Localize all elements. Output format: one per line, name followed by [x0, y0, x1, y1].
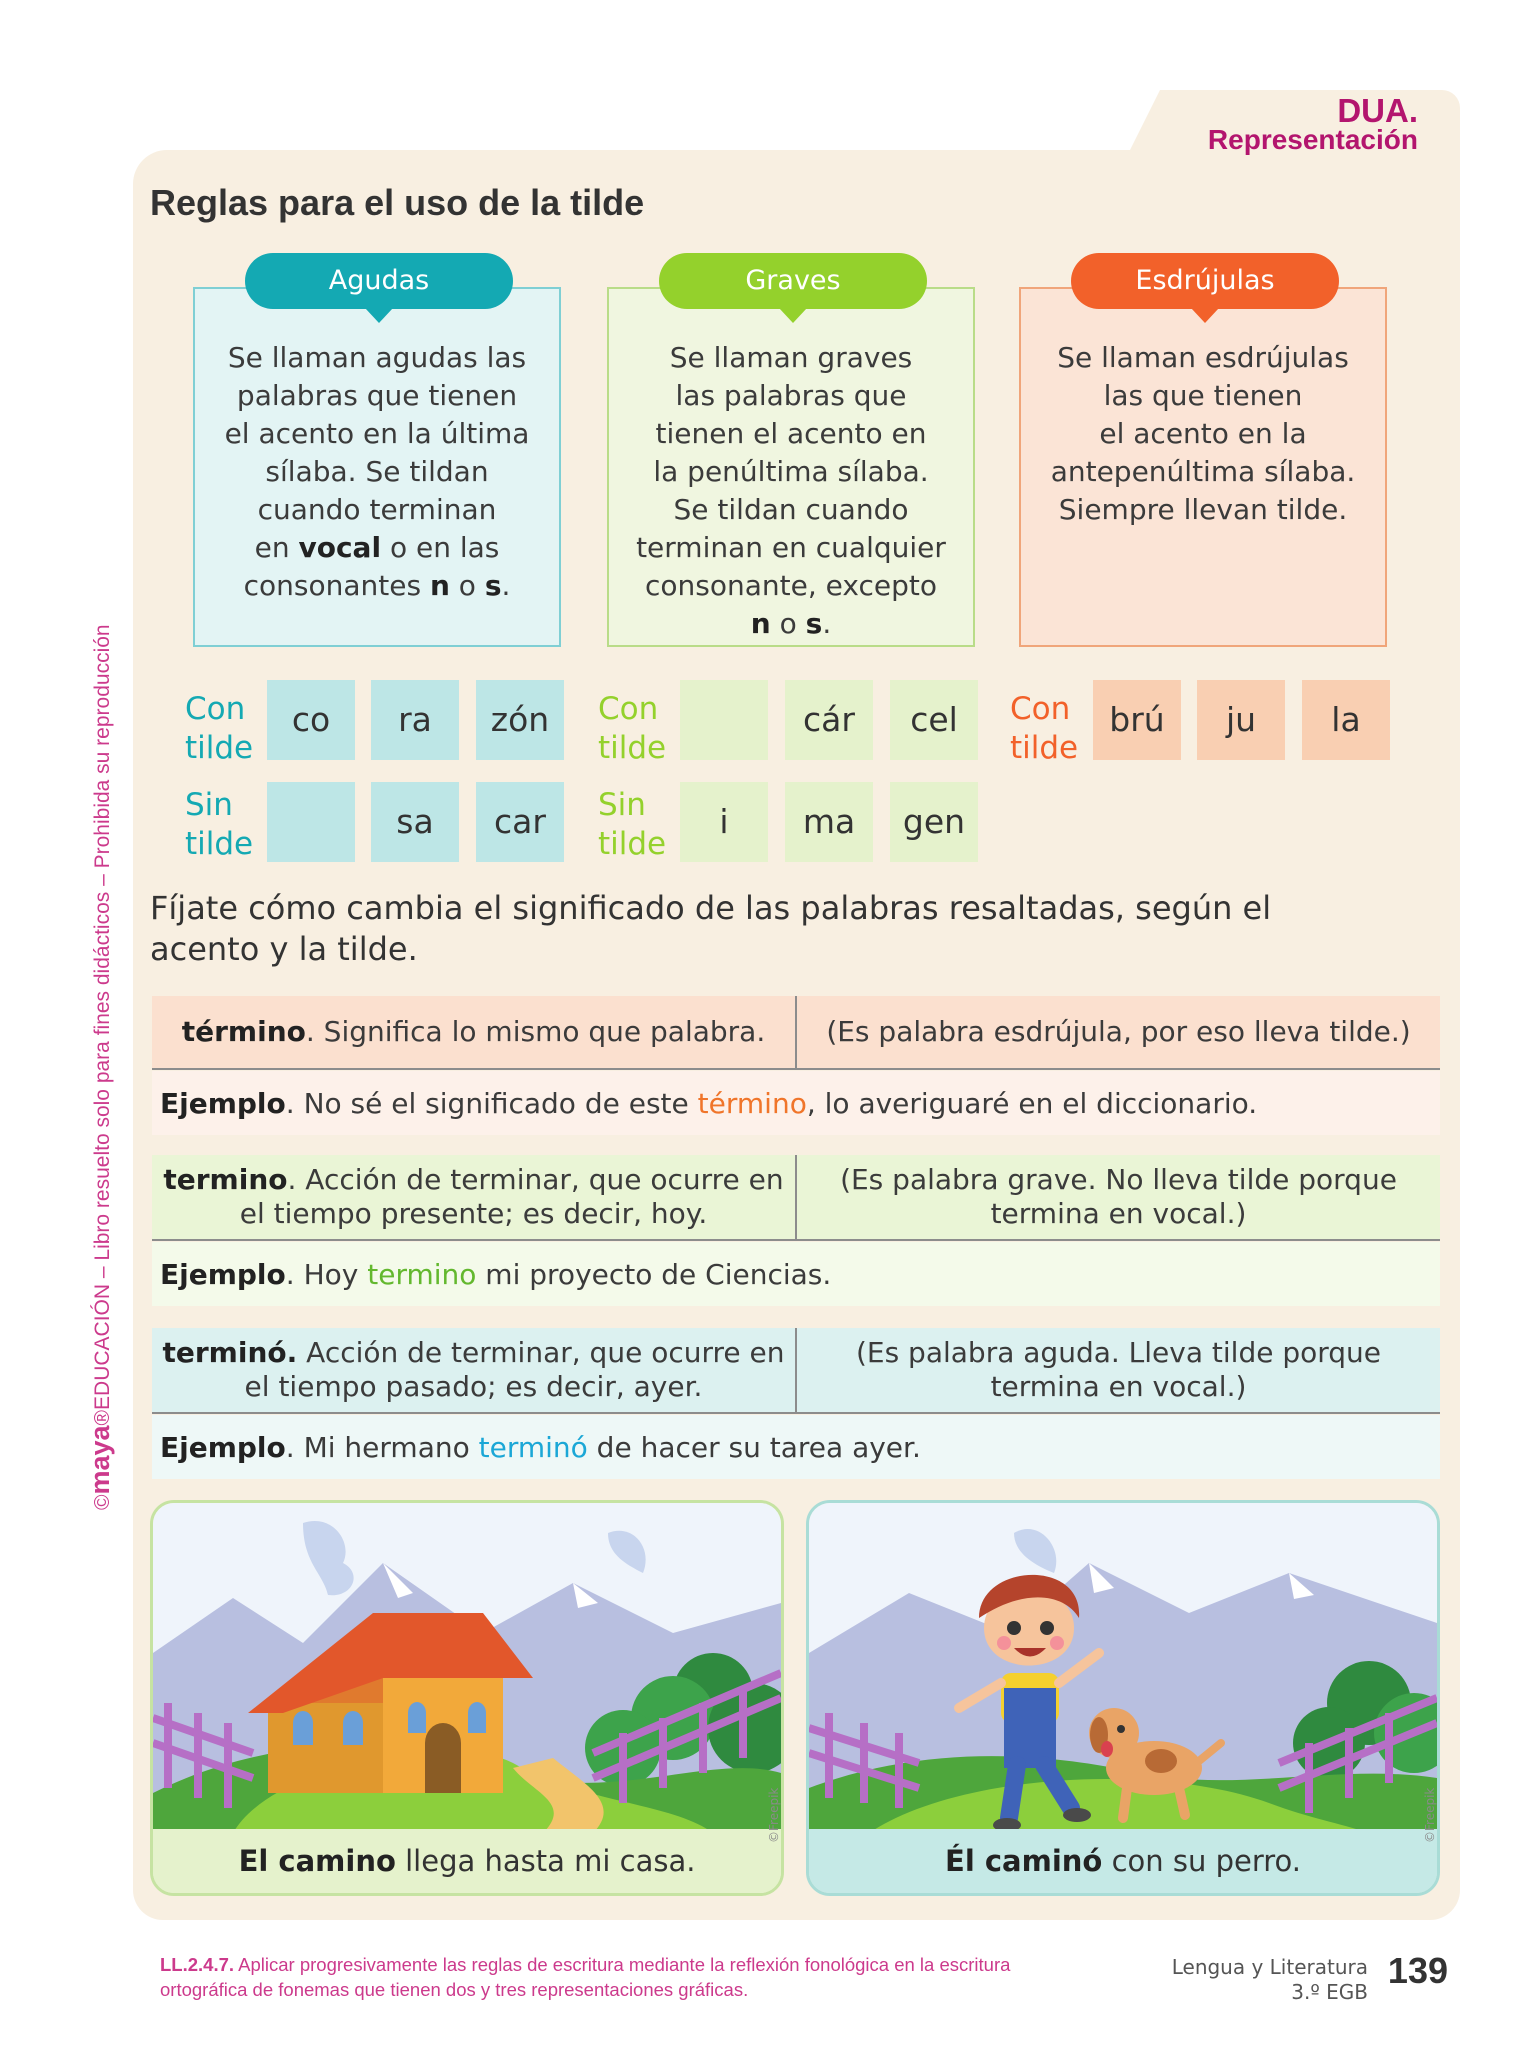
example-row-termino-grave — [152, 1155, 1440, 1241]
pill-agudas: Agudas — [245, 253, 513, 309]
intro-line: acento y la tilde. — [150, 930, 418, 968]
text-part: consonantes — [243, 569, 430, 602]
scene-caption — [809, 1829, 1437, 1893]
grade-level: 3.º EGB — [1291, 1980, 1368, 2004]
note-cell — [797, 1328, 1440, 1412]
note-cell — [797, 1155, 1440, 1239]
rule-line: cuando terminan — [257, 493, 497, 526]
note-text: termina en vocal.) — [990, 1370, 1247, 1403]
definition-text: el tiempo presente; es decir, hoy. — [239, 1197, 708, 1230]
rule-line — [195, 567, 559, 605]
syllable-box: la — [1302, 680, 1390, 760]
syllable-box: cel — [890, 680, 978, 760]
note-cell: (Es palabra esdrújula, por eso lleva tilde.) — [826, 1015, 1411, 1048]
text-bold: n — [429, 569, 450, 602]
credit-text: EDUCACIÓN – Libro resuelto solo para fines didácticos – Prohibida su reproducción — [91, 624, 114, 1410]
example-row-termino-aguda — [152, 1328, 1440, 1414]
intro-line: Fíjate cómo cambia el significado de las palabras resaltadas, según el — [150, 889, 1272, 927]
syllable-box: ma — [785, 782, 873, 862]
caption-bold: El camino — [238, 1844, 396, 1878]
curriculum-code — [160, 1952, 1030, 2002]
label-line: Con — [1010, 691, 1071, 727]
text-part: o en las — [381, 531, 500, 564]
registered-symbol: ® — [91, 1409, 114, 1426]
label-line: Sin — [598, 787, 646, 823]
copyright-symbol: © — [91, 1494, 114, 1510]
syllable-box: i — [680, 782, 768, 862]
syllable-box: car — [476, 782, 564, 862]
syllable-box: ra — [371, 680, 459, 760]
text-part: o — [449, 569, 485, 602]
label-line: Sin — [185, 787, 233, 823]
dua-title: DUA. — [1337, 92, 1418, 129]
rule-line: Siempre llevan tilde. — [1058, 493, 1348, 526]
note-text: (Es palabra aguda. Lleva tilde porque — [855, 1336, 1382, 1369]
syllable-box — [680, 680, 768, 760]
highlight-word: terminó — [478, 1430, 588, 1464]
rule-line: el acento en la última — [224, 417, 530, 450]
text-bold: n — [750, 607, 771, 640]
label-con-tilde-graves — [598, 690, 678, 768]
image-credit: ©Freepik — [1423, 1787, 1437, 1843]
intro-text — [150, 888, 1390, 970]
definition-cell — [152, 1328, 795, 1412]
example-sentence-row — [152, 1071, 1440, 1135]
image-credit: ©Freepik — [767, 1787, 781, 1843]
rule-box-agudas — [193, 287, 561, 647]
example-sentence-row — [152, 1242, 1440, 1306]
definition-text: el tiempo pasado; es decir, ayer. — [244, 1370, 703, 1403]
label-line: tilde — [185, 730, 254, 766]
example-text: . No sé el significado de este — [285, 1086, 698, 1120]
code-text: ortográfica de fonemas que tienen dos y tres representaciones gráficas. — [160, 1979, 749, 2000]
rule-line: consonante, excepto — [645, 569, 937, 602]
example-label: Ejemplo — [160, 1430, 286, 1464]
rule-line: las que tienen — [1103, 379, 1303, 412]
rule-line: Se llaman esdrújulas — [1057, 341, 1349, 374]
example-sentence-row — [152, 1415, 1440, 1479]
note-text: termina en vocal.) — [990, 1197, 1247, 1230]
text-bold: vocal — [298, 531, 382, 564]
rule-line: el acento en la — [1099, 417, 1307, 450]
code-text: Aplicar progresivamente las reglas de escritura mediante la reflexión fonológica en la escritura — [234, 1954, 1011, 1975]
rule-line: Se llaman agudas las — [227, 341, 527, 374]
label-sin-tilde-agudas — [185, 786, 265, 864]
syllable-box: cár — [785, 680, 873, 760]
text-bold: s — [805, 607, 823, 640]
label-sin-tilde-graves — [598, 786, 678, 864]
word-bold: termino — [163, 1163, 288, 1196]
rule-box-esdrujulas — [1019, 287, 1387, 647]
definition-text: Acción de terminar, que ocurre en — [297, 1336, 785, 1369]
example-text: mi proyecto de Ciencias. — [476, 1257, 832, 1291]
example-row-termino-esdrujula — [152, 996, 1440, 1070]
note-text: (Es palabra grave. No lleva tilde porque — [840, 1163, 1397, 1196]
pill-graves: Graves — [659, 253, 927, 309]
example-text: . Mi hermano — [285, 1430, 479, 1464]
label-con-tilde-esdrujulas — [1010, 690, 1090, 768]
scene-caption — [153, 1829, 781, 1893]
scene-house — [150, 1500, 784, 1896]
syllable-box: co — [267, 680, 355, 760]
text-part: . — [501, 569, 511, 602]
highlight-word: término — [697, 1086, 807, 1120]
side-credit — [80, 430, 120, 1510]
rule-line: antepenúltima sílaba. — [1050, 455, 1356, 488]
definition-cell — [152, 1155, 795, 1239]
text-part: . — [822, 607, 832, 640]
caption-text: llega hasta mi casa. — [395, 1844, 696, 1878]
dua-subtitle: Representación — [1207, 124, 1418, 155]
label-line: Con — [598, 691, 659, 727]
example-label: Ejemplo — [160, 1086, 286, 1120]
rule-box-graves — [607, 287, 975, 647]
rule-line: sílaba. Se tildan — [265, 455, 489, 488]
pill-esdrujulas: Esdrújulas — [1071, 253, 1339, 309]
rule-line: palabras que tienen — [236, 379, 518, 412]
example-text: , lo averiguaré en el diccionario. — [806, 1086, 1258, 1120]
rule-line: la penúltima sílaba. — [653, 455, 929, 488]
text-part: o — [770, 607, 806, 640]
definition-text: . Significa lo mismo que palabra. — [305, 1015, 766, 1048]
rule-line: tienen el acento en — [655, 417, 927, 450]
caption-bold: Él caminó — [945, 1844, 1103, 1878]
example-text: . Hoy — [285, 1257, 368, 1291]
highlight-word: termino — [367, 1257, 477, 1291]
brand-name: maya — [85, 1425, 115, 1495]
label-line: tilde — [598, 730, 667, 766]
example-text: de hacer su tarea ayer. — [587, 1430, 921, 1464]
caption-text: con su perro. — [1102, 1844, 1301, 1878]
definition-text: . Acción de terminar, que ocurre en — [287, 1163, 784, 1196]
text-part: en — [254, 531, 299, 564]
subject-info — [1172, 1955, 1368, 2005]
rule-line — [195, 529, 559, 567]
syllable-box: brú — [1093, 680, 1181, 760]
word-bold: terminó. — [162, 1336, 298, 1369]
scene-boy-dog — [806, 1500, 1440, 1896]
definition-cell — [152, 996, 795, 1068]
rule-line: las palabras que — [675, 379, 907, 412]
syllable-box — [267, 782, 355, 862]
label-line: tilde — [185, 826, 254, 862]
rule-line: terminan en cualquier — [636, 531, 946, 564]
page-title: Reglas para el uso de la tilde — [150, 182, 645, 223]
label-line: Con — [185, 691, 246, 727]
code-label: LL.2.4.7. — [160, 1954, 235, 1975]
syllable-box: zón — [476, 680, 564, 760]
syllable-box: gen — [890, 782, 978, 862]
example-label: Ejemplo — [160, 1257, 286, 1291]
syllable-box: sa — [371, 782, 459, 862]
text-bold: s — [484, 569, 502, 602]
label-con-tilde-agudas — [185, 690, 265, 768]
label-line: tilde — [1010, 730, 1079, 766]
rule-line: Se llaman graves — [669, 341, 913, 374]
subject-name: Lengua y Literatura — [1171, 1955, 1368, 1979]
rule-line — [609, 605, 973, 643]
page-number: 139 — [1387, 1950, 1448, 1991]
word-bold: término — [181, 1015, 306, 1048]
label-line: tilde — [598, 826, 667, 862]
rule-line: Se tildan cuando — [673, 493, 909, 526]
syllable-box: ju — [1197, 680, 1285, 760]
